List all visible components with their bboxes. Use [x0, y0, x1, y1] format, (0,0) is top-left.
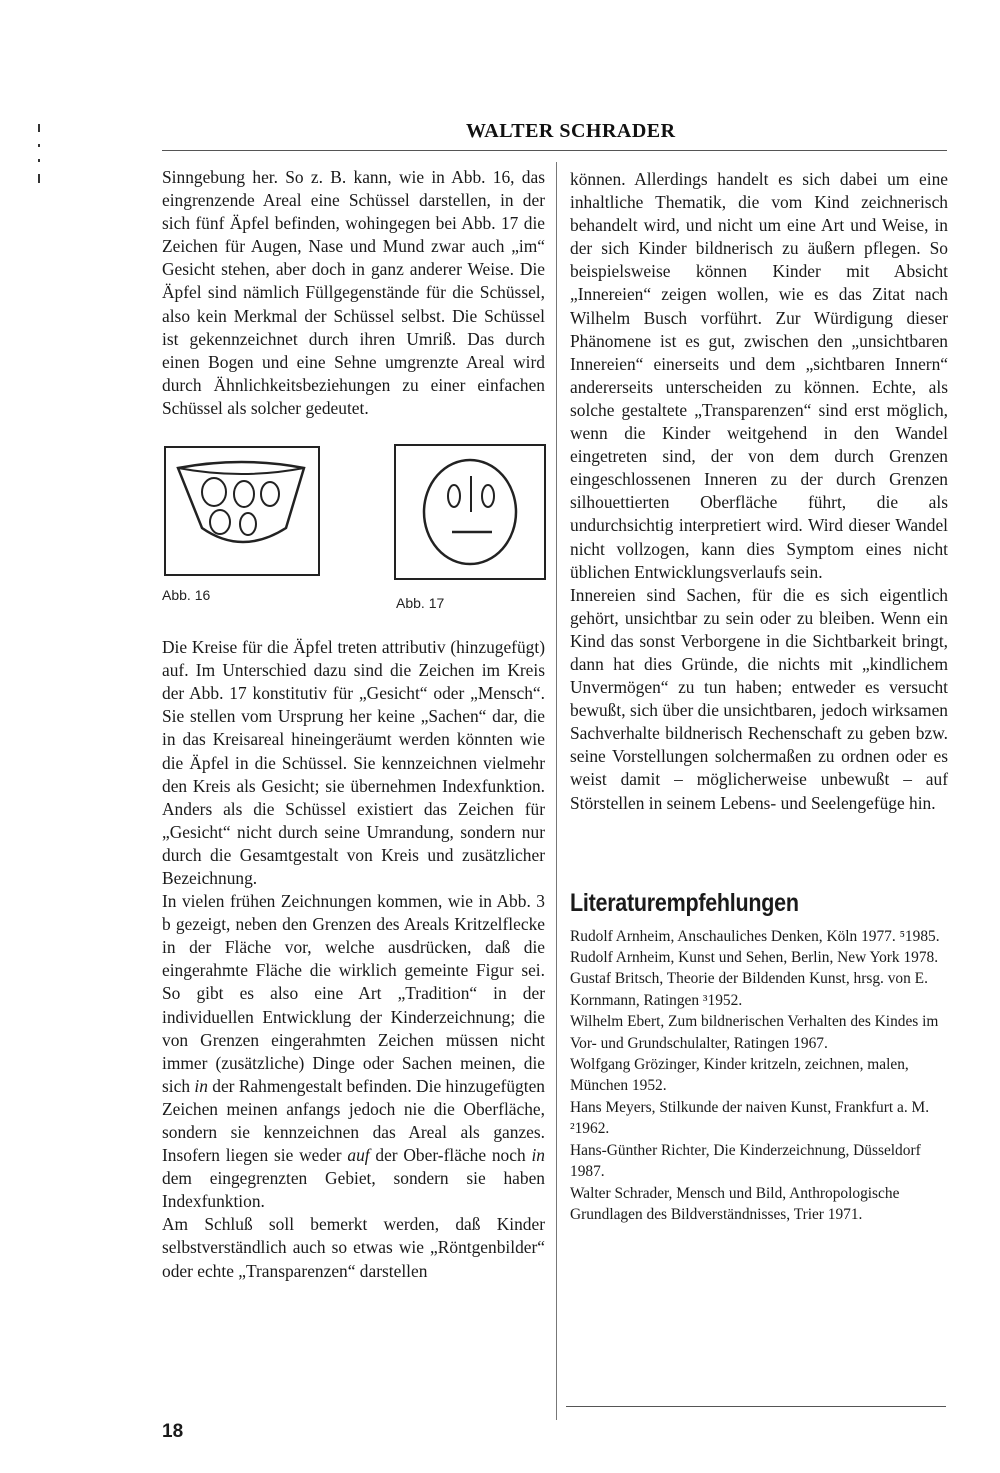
para3-text-c: der Ober-fläche noch — [375, 1145, 526, 1166]
right-column — [570, 168, 948, 1225]
figure-16-caption: Abb. 16 — [162, 587, 211, 604]
literature-item: Rudolf Arnheim, Kunst und Sehen, Berlin, New York 1978. — [570, 949, 939, 967]
left-column — [162, 166, 545, 1283]
literature-list — [570, 926, 948, 1226]
right-paragraph-2: Innereien sind Sachen, für die es sich eigentlich gehört, unsichtbar zu sein oder zu bleiben. Wenn ein Kind das sonst Verborgene in die Sichtbarkeit bringt, dann hat dies Gründe, die nichts mit „kindlichem Unvermögen“ zu tun haben; entweder es versucht bewußt, sich über die unsichtbaren, jedoch wirksamen Sachverhalte bildnerisch Rechenschaft zu geben bzw. seine Vorstellungen solchermaßen zu ordnen oder es weist damit – möglicherweise unbewußt – auf Störstellen in seinem Lebens- und Seelengefüge hin. — [570, 584, 948, 813]
face-drawing — [396, 446, 544, 578]
literature-item: Gustaf Britsch, Theorie der Bildenden Kunst, hrsg. von E. Kornmann, Ratingen ³1952. — [570, 970, 928, 1009]
figure-17-face — [394, 444, 546, 580]
margin-marks — [38, 124, 44, 195]
footer-rule — [566, 1406, 946, 1407]
literature-item: Rudolf Arnheim, Anschauliches Denken, Köln 1977. ⁵1985. — [570, 927, 940, 945]
literature-item: Hans-Günther Richter, Die Kinderzeichnung, Düsseldorf 1987. — [570, 1141, 921, 1181]
page-number: 18 — [162, 1421, 184, 1442]
para3-italic-in: in — [194, 1075, 208, 1096]
running-header-author: WALTER SCHRADER — [466, 120, 676, 142]
figure-17-caption: Abb. 17 — [396, 595, 445, 612]
para3-text-b: der Rahmengestalt befinden. Die hinzugefügten Zeichen meinen anfangs jedoch nie die Oberfläche, sondern sie kennzeichnen das Areal als ganzes. Insofern liegen sie weder — [162, 1075, 545, 1166]
literature-item: Wolfgang Grözinger, Kinder kritzeln, zeichnen, malen, München 1952. — [570, 1056, 909, 1095]
literature-item: Wilhelm Ebert, Zum bildnerischen Verhalten des Kindes im Vor- und Grundschulalter, Ratingen 1967. — [570, 1013, 939, 1052]
para3-text-a: In vielen frühen Zeichnungen kommen, wie in Abb. 3 b gezeigt, neben den Grenzen des Areals Kritzelflecke in der Fläche vor, welche ausdrücken, daß die eingerahmte Fläche die wirklich gemeinte Figur sei. So gibt es also eine Art „Tradition“ in der individuellen Entwicklung der Kinderzeichnung; die von Grenzen eingerahmten Zeichen müssen nicht immer (zusätzliche) Dinge oder Sachen meinen, die sich — [162, 891, 545, 1096]
left-paragraph-2: Die Kreise für die Äpfel treten attributiv (hinzugefügt) auf. Im Unterschied dazu sind die Zeichen im Kreis der Abb. 17 konstitutiv für „Gesicht“ oder „Mensch“. Sie stellen vom Ursprung her keine „Sachen“ dar, die in das Kreisareal hineingeräumt werden könnten wie die Äpfel in die Schüssel. Sie kennzeichnen vielmehr den Kreis als Gesicht; sie übernehmen Indexfunktion. Anders als die Schüssel existiert das Zeichen für „Gesicht“ nicht durch seine Umrandung, sondern nur durch die Gesamtgestalt von Kreis und zusätzlicher Bezeichnung. — [162, 637, 545, 888]
para3-text-d: dem eingegrenzten Gebiet, sondern sie haben Indexfunktion. — [162, 1168, 545, 1212]
left-paragraph-3 — [162, 890, 545, 1213]
bowl-drawing — [166, 448, 318, 574]
literature-heading: Literaturempfehlungen — [570, 888, 799, 917]
left-paragraph-4: Am Schluß soll bemerkt werden, daß Kinder selbstverständlich auch so etwas wie „Röntgenbilder“ oder echte „Transparenzen“ darstellen — [162, 1214, 545, 1281]
literature-item: Hans Meyers, Stilkunde der naiven Kunst, Frankfurt a. M. ²1962. — [570, 1098, 930, 1138]
header-rule — [162, 150, 947, 151]
right-paragraph-1: können. Allerdings handelt es sich dabei um eine inhaltliche Thematik, die vom Kind zeichnerisch behandelt wird, und nicht um eine Art und Weise, in der sich Kinder bildnerisch zu äußern pflegen. So beispielsweise können Kinder mit Absicht „Innereien“ zeigen wollen, wie es das Zitat nach Wilhelm Busch vorführt. Zur Würdigung dieser Phänomene ist es gut, zwischen den „unsichtbaren Innereien“ einerseits und dem „sichtbaren Innern“ andererseits unterscheiden zu können. Echte, als solche gestaltete „Transparenzen“ sind erst möglich, wenn die Kinder weitgehend in den Wandel eingetreten sind, der von dem durch Grenzen eingeschlossenen Inneren zu der durch Grenzen silhouettierten Oberfläche führt, die als undurchsichtig interpretiert wird. Wird dieser Wandel nicht vollzogen, kann dies Symptom eines nicht üblichen Entwicklungsverlaufs sein. — [570, 169, 948, 582]
para3-italic-auf: auf — [347, 1145, 370, 1166]
para3-italic-in-2: in — [531, 1145, 545, 1166]
literature-item: Walter Schrader, Mensch und Bild, Anthropologische Grundlagen des Bildverständnisses, Trier 1971. — [570, 1184, 900, 1223]
left-paragraph-1: Sinngebung her. So z. B. kann, wie in Abb. 16, das eingrenzende Areal eine Schüssel darstellen, in der sich fünf Äpfel befinden, wohingegen bei Abb. 17 die Zeichen für Augen, Nase und Mund zwar auch „im“ Gesicht stehen, aber doch in ganz anderer Weise. Die Äpfel sind nämlich Füllgegenstände für die Schüssel, also kein Merkmal der Schüssel selbst. Die Schüssel ist gekennzeichnet durch ihren Umriß. Das durch einen Bogen und eine Sehne umgrenzte Areal wird durch Ähnlichkeitsbeziehungen zu einer einfachen Schüssel als solcher gedeutet. — [162, 167, 545, 418]
column-divider — [556, 162, 557, 1420]
figures-row — [162, 434, 545, 630]
figure-16-bowl — [164, 446, 320, 576]
